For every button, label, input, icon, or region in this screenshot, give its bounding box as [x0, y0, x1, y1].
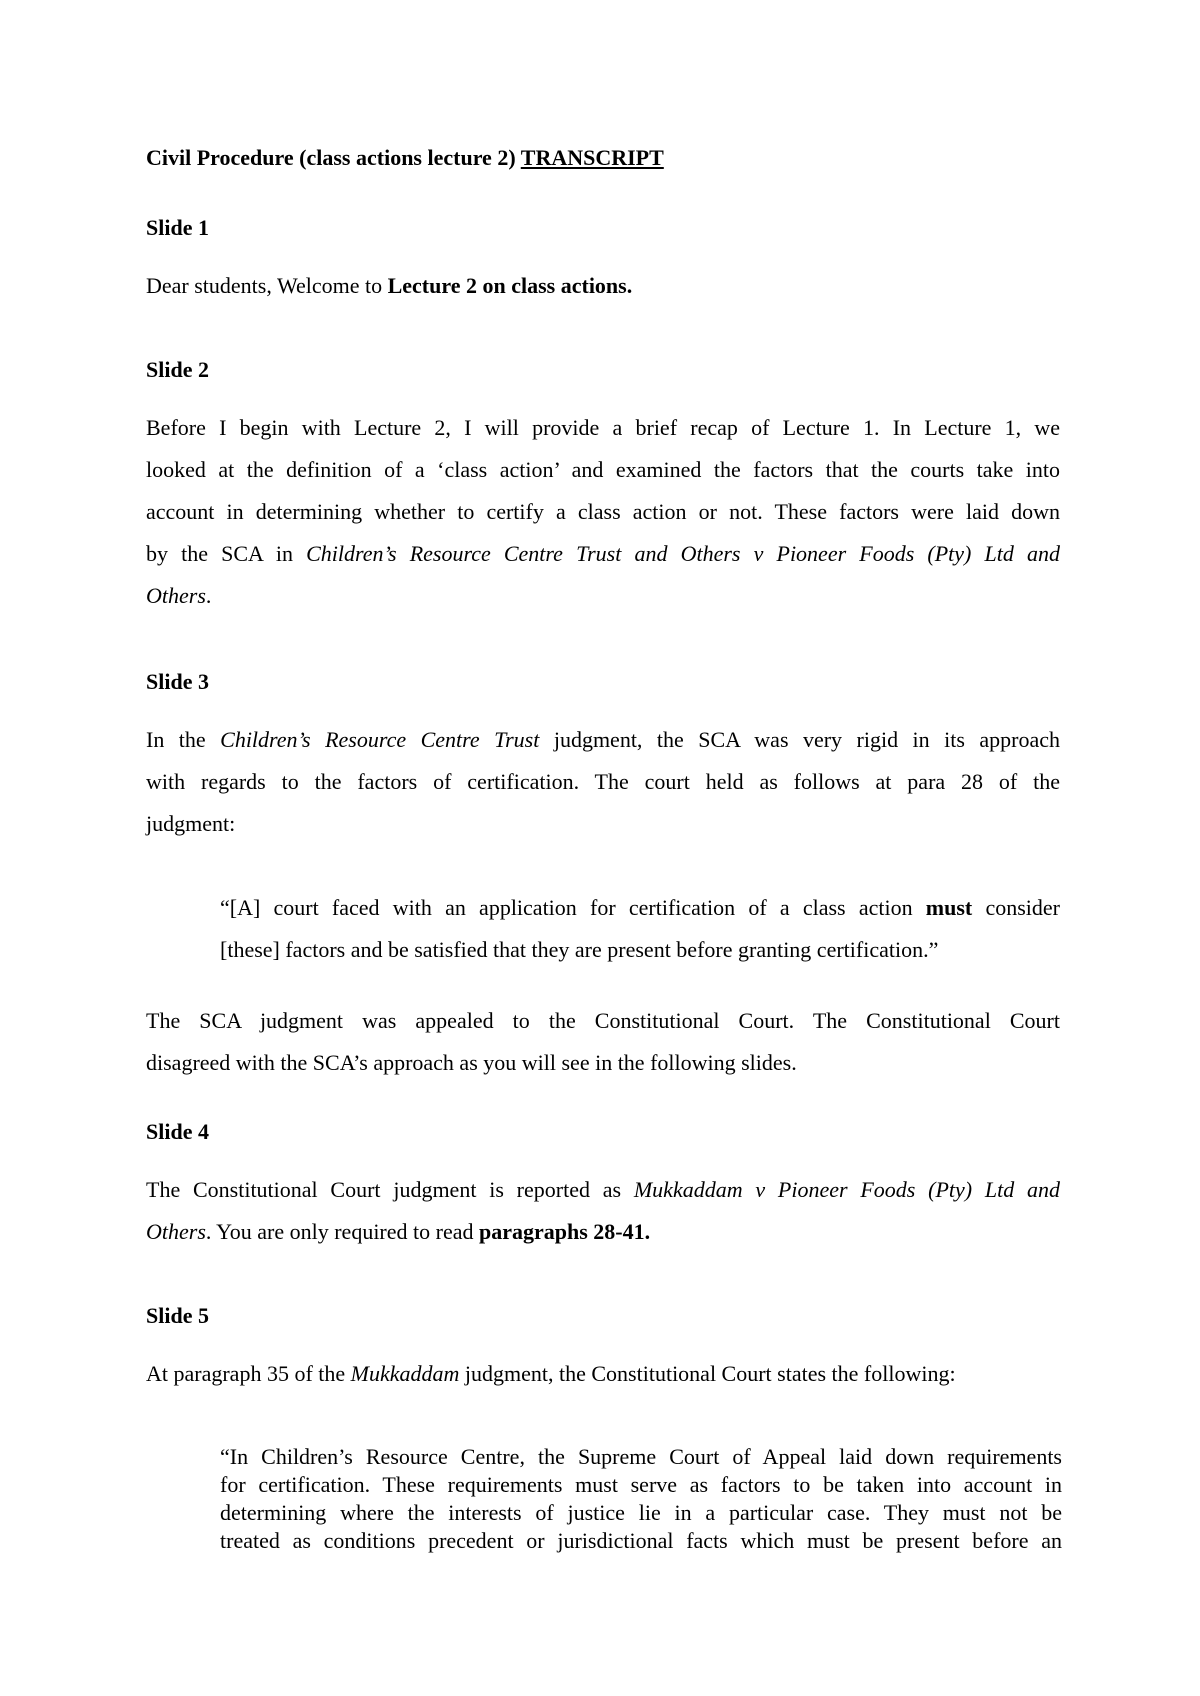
slide-1-text: Dear students, Welcome to — [146, 273, 388, 298]
slide-1-heading: Slide 1 — [146, 215, 209, 240]
slide-4-paragraph — [146, 1169, 1060, 1253]
slide-2-line-4: by the SCA in Children’s Resource Centre Trust and Others v Pioneer Foods (Pty) Ltd and — [146, 541, 1060, 566]
slide-4-heading: Slide 4 — [146, 1119, 209, 1144]
slide-5-line-1: At paragraph 35 of the Mukkaddam judgment, the Constitutional Court states the following: — [146, 1361, 956, 1386]
slide-5-quote-line-2: for certification. These requirements must serve as factors to be taken into account in — [220, 1472, 1062, 1497]
slide-2-line-5: Others. — [146, 583, 212, 608]
slide-3-quote-line-2: [these] factors and be satisfied that they are present before granting certification.” — [220, 937, 939, 962]
slide-3-after-paragraph — [146, 1000, 1060, 1084]
slide-3-quote-line-1: “[A] court faced with an application for certification of a class action must consider — [220, 895, 1060, 920]
case-citation-mukkaddam: Mukkaddam v Pioneer Foods (Pty) Ltd and — [633, 1177, 1061, 1202]
emphasis-must: must — [925, 895, 973, 920]
case-name-childrens-resource-centre-trust: Children’s Resource Centre Trust — [220, 727, 540, 752]
case-citation-childrens-resource-centre: Children’s Resource Centre Trust and Others v Pioneer Foods (Pty) Ltd and — [306, 541, 1060, 566]
slide-3-after-line-1: The SCA judgment was appealed to the Constitutional Court. The Constitutional Court — [146, 1008, 1060, 1033]
slide-5-paragraph — [146, 1353, 1060, 1395]
slide-2-line-1: Before I begin with Lecture 2, I will provide a brief recap of Lecture 1. In Lecture 1, we — [146, 415, 1060, 440]
required-paragraphs: paragraphs 28-41. — [479, 1219, 651, 1244]
document-title — [146, 144, 664, 172]
slide-2-line-3: account in determining whether to certify a class action or not. These factors were laid down — [146, 499, 1060, 524]
slide-5-quote-line-1: “In Children’s Resource Centre, the Supreme Court of Appeal laid down requirements — [220, 1444, 1062, 1469]
slide-3-heading: Slide 3 — [146, 669, 209, 694]
slide-5-quote-line-3: determining where the interests of justice lie in a particular case. They must not be — [220, 1500, 1062, 1525]
slide-4-line-1: The Constitutional Court judgment is reported as Mukkaddam v Pioneer Foods (Pty) Ltd and — [146, 1177, 1061, 1202]
slide-1-bold-text: Lecture 2 on class actions. — [387, 273, 633, 298]
slide-3-line-2: with regards to the factors of certification. The court held as follows at para 28 of the — [146, 769, 1060, 794]
title-main: Civil Procedure (class actions lecture 2) — [146, 145, 516, 170]
slide-3-after-line-2: disagreed with the SCA’s approach as you will see in the following slides. — [146, 1050, 797, 1075]
slide-2-heading: Slide 2 — [146, 357, 209, 382]
slide-4-line-2: Others. You are only required to read paragraphs 28-41. — [146, 1219, 651, 1244]
slide-5-heading: Slide 5 — [146, 1303, 209, 1328]
slide-3-quote — [220, 887, 1060, 971]
case-name-mukkaddam: Mukkaddam — [350, 1361, 460, 1386]
slide-5-quote — [220, 1443, 1062, 1555]
slide-3-line-1: In the Children’s Resource Centre Trust judgment, the SCA was very rigid in its approach — [146, 727, 1060, 752]
title-underlined: TRANSCRIPT — [520, 145, 664, 170]
slide-5-quote-line-4: treated as conditions precedent or jurisdictional facts which must be present before an — [220, 1528, 1062, 1553]
slide-1-paragraph — [146, 265, 1060, 307]
slide-2-paragraph — [146, 407, 1060, 617]
slide-3-paragraph — [146, 719, 1060, 845]
slide-2-line-2: looked at the definition of a ‘class action’ and examined the factors that the courts take into — [146, 457, 1060, 482]
slide-3-line-3: judgment: — [146, 811, 236, 836]
